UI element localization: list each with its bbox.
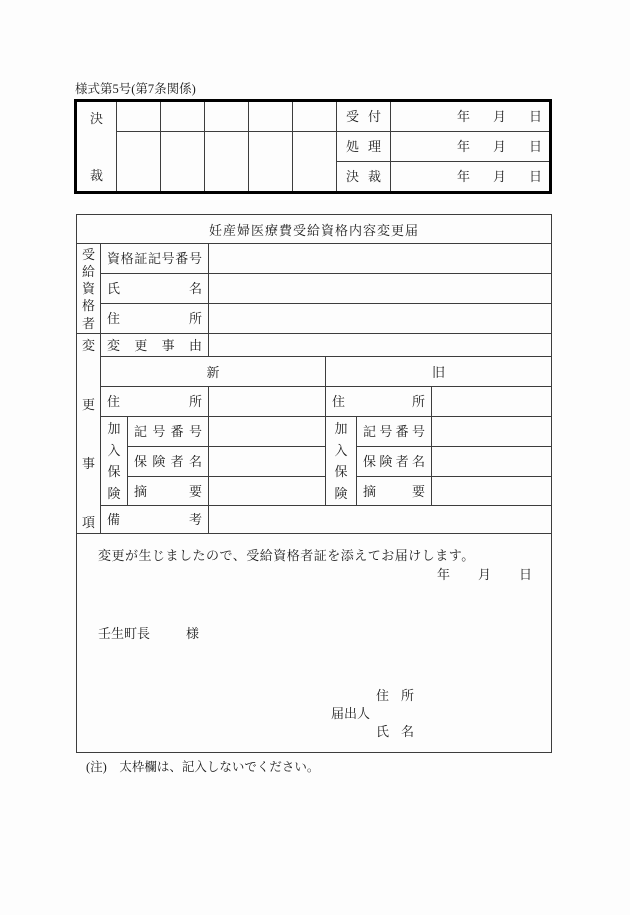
addressee-honorific: 様 bbox=[186, 626, 200, 641]
statement-section bbox=[77, 534, 552, 753]
decision-label: 決 裁 bbox=[337, 162, 391, 193]
reception-date-cell bbox=[391, 101, 551, 132]
new-insurer-label: 保 険 者 名 bbox=[128, 447, 209, 477]
applicant-address-label: 住 所 bbox=[376, 688, 415, 703]
reception-label: 受 付 bbox=[337, 101, 391, 132]
old-remarks-field bbox=[432, 477, 552, 506]
stamp-box-3 bbox=[205, 101, 249, 132]
reception-date: 年 月 日 bbox=[456, 109, 542, 124]
notes-field bbox=[209, 506, 552, 534]
stamp-box-1 bbox=[117, 101, 161, 132]
new-remarks-label: 摘 要 bbox=[128, 477, 209, 506]
main-form-table bbox=[76, 214, 552, 753]
change-reason-field bbox=[209, 334, 552, 357]
addressee-line bbox=[98, 626, 199, 642]
recipient-address-field bbox=[209, 304, 552, 334]
processing-label: 処 理 bbox=[337, 132, 391, 162]
new-insurance-header-text: 加 入 保 険 bbox=[107, 421, 121, 501]
new-column-header: 新 bbox=[101, 357, 326, 387]
old-insurer-label: 保 険 者 名 bbox=[357, 447, 432, 477]
new-address-field bbox=[209, 387, 326, 417]
stamp-box-6 bbox=[117, 132, 161, 193]
form-number-label: 様式第5号(第7条関係) bbox=[75, 82, 196, 96]
name-label: 氏 名 bbox=[101, 274, 209, 304]
notes-label: 備 考 bbox=[101, 506, 209, 534]
old-insurance-header bbox=[326, 417, 357, 506]
applicant-label: 届出人 bbox=[331, 706, 371, 721]
old-column-header: 旧 bbox=[326, 357, 552, 387]
name-field bbox=[209, 274, 552, 304]
new-address-label: 住 所 bbox=[101, 387, 209, 417]
recipient-address-label: 住 所 bbox=[101, 304, 209, 334]
recipient-section-header bbox=[77, 244, 101, 334]
new-remarks-field bbox=[209, 477, 326, 506]
old-symbol-label: 記 号 番 号 bbox=[357, 417, 432, 447]
decision-date: 年 月 日 bbox=[456, 169, 542, 184]
old-symbol-field bbox=[432, 417, 552, 447]
recipient-section-header-text: 受 給 資 格 者 bbox=[81, 246, 95, 331]
stamp-box-8 bbox=[205, 132, 249, 193]
stamp-box-5 bbox=[293, 101, 337, 132]
footnote: (注) 太枠欄は、記入しないでください。 bbox=[86, 760, 320, 774]
change-section-header-text: 変 更 事 項 bbox=[81, 337, 95, 530]
processing-date: 年 月 日 bbox=[456, 139, 542, 154]
cert-number-field bbox=[209, 244, 552, 274]
form-title: 妊産婦医療費受給資格内容変更届 bbox=[77, 215, 552, 244]
new-insurer-field bbox=[209, 447, 326, 477]
applicant-name-label: 氏 名 bbox=[376, 724, 415, 739]
old-insurer-field bbox=[432, 447, 552, 477]
stamp-box-10 bbox=[293, 132, 337, 193]
stamp-box-2 bbox=[161, 101, 205, 132]
approval-kessai-header bbox=[76, 101, 117, 193]
approval-kessai-header-text: 決 裁 bbox=[89, 110, 103, 183]
stamp-box-9 bbox=[249, 132, 293, 193]
statement-date: 年 月 日 bbox=[436, 567, 532, 582]
new-insurance-header bbox=[101, 417, 128, 506]
statement-text: 変更が生じましたので、受給資格者証を添えてお届けします。 bbox=[98, 548, 475, 563]
change-reason-label: 変 更 事 由 bbox=[101, 334, 209, 357]
processing-date-cell bbox=[391, 132, 551, 162]
old-insurance-header-text: 加 入 保 険 bbox=[334, 421, 348, 501]
old-address-field bbox=[432, 387, 552, 417]
decision-date-cell bbox=[391, 162, 551, 193]
stamp-box-4 bbox=[249, 101, 293, 132]
old-address-label: 住 所 bbox=[326, 387, 432, 417]
old-remarks-label: 摘 要 bbox=[357, 477, 432, 506]
approval-stamp-table bbox=[74, 99, 552, 194]
new-symbol-field bbox=[209, 417, 326, 447]
cert-number-label: 資 格 証 記 号 番 号 bbox=[101, 244, 209, 274]
new-symbol-label: 記 号 番 号 bbox=[128, 417, 209, 447]
change-section-header bbox=[77, 334, 101, 534]
stamp-box-7 bbox=[161, 132, 205, 193]
addressee-name: 壬生町長 bbox=[98, 626, 151, 641]
